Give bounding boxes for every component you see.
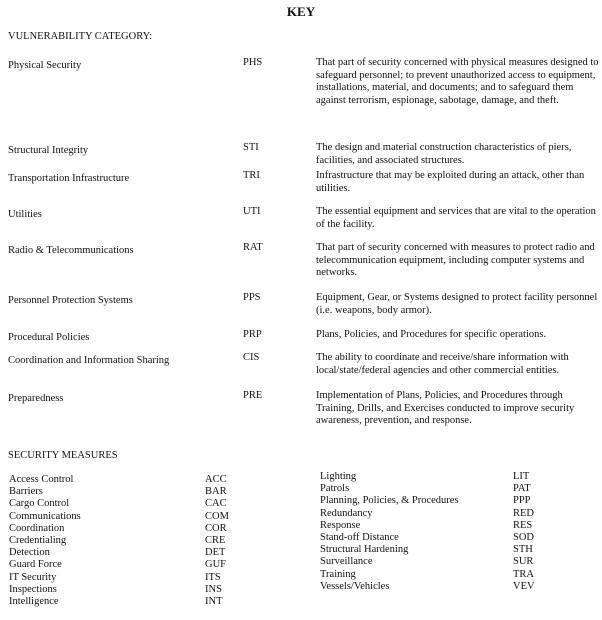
category-description: That part of security concerned with measures to protect radio and telecommunication equipment, including computer systems and networks. — [316, 242, 595, 278]
measure-code: LIT — [513, 471, 530, 482]
category-code: PHS — [243, 57, 263, 68]
category-code: RAT — [243, 242, 263, 253]
measure-name: Barriers — [9, 486, 43, 498]
category-code: PRE — [243, 390, 263, 401]
measure-name: Access Control — [9, 474, 74, 485]
category-name: Utilities — [8, 209, 42, 220]
category-description: Implementation of Plans, Policies, and Procedures through Training, Drills, and Exercises conducted to improve security awareness, prevention, and response. — [316, 390, 575, 426]
category-code: STI — [243, 142, 259, 153]
measure-name: IT Security — [9, 571, 57, 583]
category-code: PRP — [243, 329, 262, 340]
category-name: Structural Integrity — [8, 145, 89, 156]
measure-name: Vessels/Vehicles — [320, 580, 390, 592]
measure-code: VEV — [513, 580, 535, 592]
measure-code: INT — [205, 596, 223, 607]
measure-name: Cargo Control — [9, 498, 70, 510]
measure-code: COM — [205, 510, 229, 522]
measure-name: Structural Hardening — [320, 544, 409, 556]
measure-name: Communications — [9, 510, 81, 522]
page-title: KEY — [286, 4, 316, 19]
measure-name: Intelligence — [9, 596, 59, 607]
category-description: Equipment, Gear, or Systems designed to protect facility personnel (i.e. weapons, body armor). — [316, 292, 598, 316]
measure-name: Patrols — [320, 483, 350, 495]
category-description: The ability to coordinate and receive/share information with local/state/federal agencies and other commercial entities. — [316, 352, 569, 376]
measure-name: Coordination — [9, 522, 65, 534]
category-name: Preparedness — [8, 393, 64, 404]
measure-code: INS — [205, 583, 222, 595]
category-description: The essential equipment and services that are vital to the operation of the facility. — [316, 206, 596, 230]
category-name: Procedural Policies — [8, 332, 90, 343]
measure-name: Planning, Policies, & Procedures — [320, 495, 459, 507]
category-description: That part of security concerned with physical measures designed to safeguard personnel; to prevent unauthorized access to equipment, installations, material, and documents; and to safeguard them against terrorism, espionage, sabotage, damage, and theft. — [316, 57, 599, 106]
category-name: Radio & Telecommunications — [8, 245, 134, 256]
vulnerability-heading: VULNERABILITY CATEGORY: — [8, 31, 153, 42]
category-code: TRI — [243, 170, 260, 181]
category-code: UTI — [243, 206, 261, 217]
measure-code: RED — [513, 507, 534, 519]
measure-name: Redundancy — [320, 507, 373, 519]
measure-code: PAT — [513, 483, 531, 495]
measure-name: Lighting — [320, 471, 357, 482]
measure-code: DET — [205, 547, 226, 559]
category-description: The design and material construction characteristics of piers, facilities, and associated structures. — [316, 142, 572, 166]
category-description: Infrastructure that may be exploited during an attack, other than utilities. — [316, 170, 585, 194]
measure-code: PPP — [513, 495, 531, 507]
measures-heading: SECURITY MEASURES — [8, 450, 118, 461]
measure-name: Stand-off Distance — [320, 532, 399, 543]
measure-code: SOD — [513, 532, 535, 543]
measure-code: SUR — [513, 556, 534, 568]
measure-code: ACC — [205, 474, 227, 485]
category-name: Physical Security — [8, 60, 82, 71]
measure-code: CRE — [205, 535, 226, 546]
measure-code: GUF — [205, 559, 227, 571]
measure-code: CAC — [205, 498, 227, 510]
measure-code: ITS — [205, 571, 221, 583]
measure-name: Surveillance — [320, 556, 373, 568]
measure-code: COR — [205, 522, 227, 534]
measure-code: BAR — [205, 486, 227, 498]
category-name: Personnel Protection Systems — [8, 295, 133, 306]
category-name: Transportation Infrastructure — [8, 173, 130, 184]
category-code: PPS — [243, 292, 261, 303]
measure-name: Credentialing — [9, 535, 67, 546]
category-code: CIS — [243, 352, 260, 363]
measure-name: Response — [320, 519, 361, 531]
category-description: Plans, Policies, and Procedures for specific operations. — [316, 329, 547, 340]
measure-code: TRA — [513, 568, 534, 580]
measure-code: STH — [513, 544, 533, 556]
measure-name: Inspections — [9, 583, 57, 595]
category-name: Coordination and Information Sharing — [8, 355, 170, 366]
measure-code: RES — [513, 519, 533, 531]
measure-name: Detection — [9, 547, 50, 559]
measure-name: Guard Force — [9, 559, 62, 571]
measure-name: Training — [320, 568, 356, 580]
